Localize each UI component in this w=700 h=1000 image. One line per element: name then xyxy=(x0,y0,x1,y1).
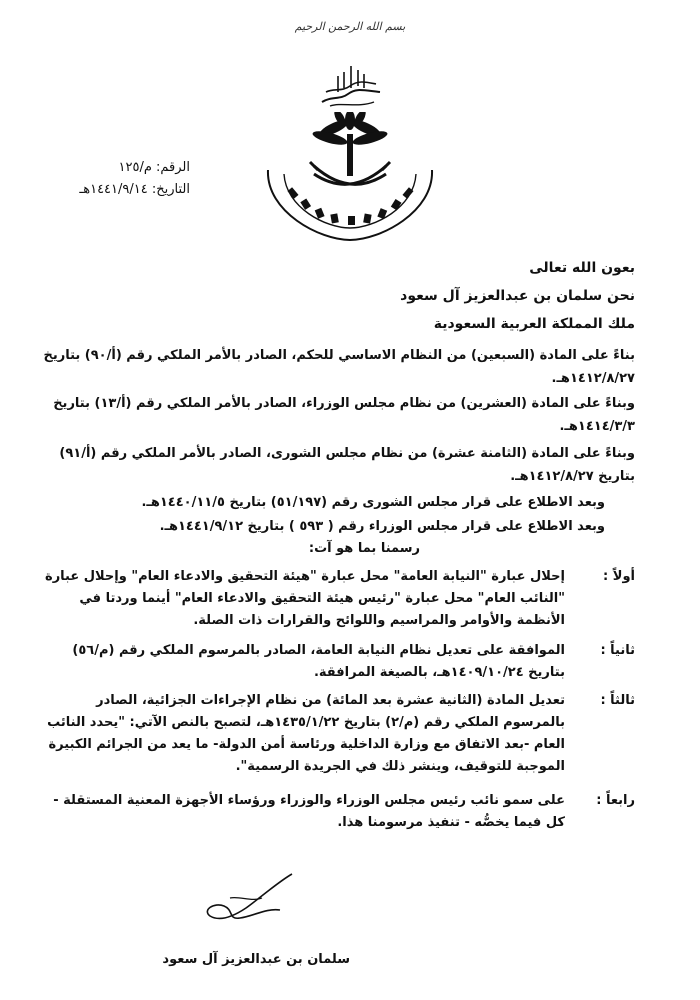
article-text: تعديل المادة (الثانية عشرة بعد المائة) من نظام الإجراءات الجزائية، الصادر بالمرسوم الملكي رقم (م/٢) بتاريخ ١٤٣٥/١/٢٢هـ، لتصبح بالنص الآتي: "يحدد النائب العام -بعد الاتفاق مع وزارة الداخلية ورئاسة أمن الدولة- ما يعد من الجرائم الكبيرة الموجبة للتوقيف، وينشر ذلك في الجريدة الرسمية". xyxy=(47,693,565,774)
handwritten-signature-icon xyxy=(200,868,300,928)
article-number: أولاً : xyxy=(603,569,635,584)
article-third xyxy=(35,690,635,778)
reviewed-shura-decision: وبعد الاطلاع على قرار مجلس الشورى رقم (٥١/١٩٧) بتاريخ ١٤٤٠/١١/٥هـ. xyxy=(141,495,605,510)
article-number: ثانياً : xyxy=(600,643,635,658)
preamble-basis-1: بناءً على المادة (السبعين) من النظام الاساسي للحكم، الصادر بالأمر الملكي رقم (أ/٩٠) بتاريخ ١٤١٢/٨/٢٧هـ. xyxy=(43,348,635,386)
article-text: على سمو نائب رئيس مجلس الوزراء والوزراء ورؤساء الأجهزة المعنية المستقلة - كل فيما يخصُّه - تنفيذ مرسومنا هذا. xyxy=(53,793,565,830)
preamble-basis-2: وبناءً على المادة (العشرين) من نظام مجلس الوزراء، الصادر بالأمر الملكي رقم (أ/١٣) بتاريخ ١٤١٤/٣/٣هـ. xyxy=(53,396,635,434)
king-name-heading: نحن سلمان بن عبدالعزيز آل سعود xyxy=(400,288,635,304)
reviewed-cabinet-decision: وبعد الاطلاع على قرار مجلس الوزراء رقم ( ٥٩٣ ) بتاريخ ١٤٤١/٩/١٢هـ. xyxy=(159,519,605,534)
signatory-name: سلمان بن عبدالعزيز آل سعود xyxy=(162,952,350,967)
reference-number: الرقم: م/١٢٥ xyxy=(118,160,190,175)
reference-date: التاريخ: ١٤٤١/٩/١٤هـ xyxy=(79,182,190,197)
article-number: رابعاً : xyxy=(596,793,635,808)
article-first xyxy=(35,566,635,632)
article-number: ثالثاً : xyxy=(600,693,635,708)
reference-block xyxy=(20,157,190,201)
decree-intro: رسمنا بما هو آت: xyxy=(308,541,420,556)
kingdom-emblem-icon xyxy=(260,112,440,242)
invocation-heading: بعون الله تعالى xyxy=(529,260,635,276)
king-title-heading: ملك المملكة العربية السعودية xyxy=(433,316,635,332)
article-text: إحلال عبارة "النيابة العامة" محل عبارة "هيئة التحقيق والادعاء العام" وإحلال عبارة "النائب العام" محل عبارة "رئيس هيئة التحقيق والادعاء العام" أينما وردتا في الأنظمة والأوامر والمراسيم واللوائح والقرارات ذات الصلة. xyxy=(45,569,565,628)
shahada-calligraphy-icon xyxy=(318,62,384,110)
preamble-basis-3: وبناءً على المادة (الثامنة عشرة) من نظام مجلس الشورى، الصادر بالأمر الملكي رقم (أ/٩١) بتاريخ ١٤١٢/٨/٢٧هـ. xyxy=(59,446,635,484)
article-fourth xyxy=(35,790,635,834)
article-second xyxy=(35,640,635,684)
basmala: بسم الله الرحمن الرحيم xyxy=(294,20,406,33)
article-text: الموافقة على تعديل نظام النيابة العامة، الصادر بالمرسوم الملكي رقم (م/٥٦) بتاريخ ١٤٠٩/١٠/٢٤هـ، بالصيغة المرافقة. xyxy=(72,643,565,680)
